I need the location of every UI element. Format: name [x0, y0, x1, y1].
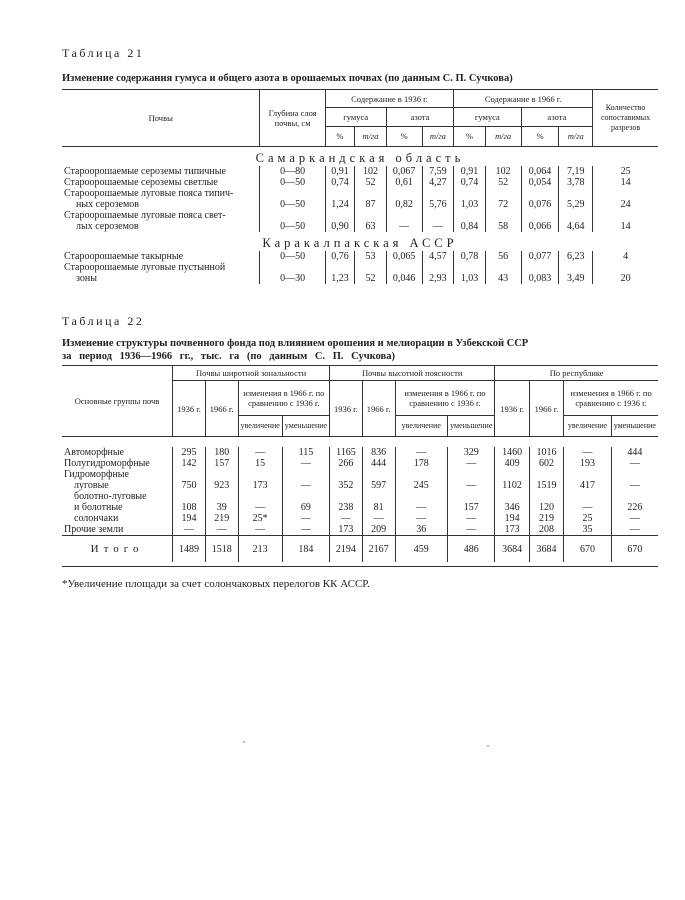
- value-cell: [448, 469, 495, 480]
- value-cell: 108: [173, 502, 206, 513]
- value-cell: 3,78: [559, 177, 593, 188]
- value-cell: —: [386, 210, 422, 232]
- value-cell: 0,076: [521, 188, 559, 210]
- value-cell: 0,064: [521, 166, 559, 177]
- value-cell: 245: [395, 480, 448, 491]
- value-cell: 180: [205, 447, 238, 458]
- value-cell: 157: [448, 502, 495, 513]
- value-cell: [495, 491, 529, 502]
- col-altitude-1966: 1966 г.: [362, 381, 395, 437]
- col-1936: Содержание в 1936 г.: [325, 90, 453, 108]
- soil-name-line: лых сероземов: [76, 221, 139, 232]
- value-cell: [330, 469, 363, 480]
- value-cell: 209: [362, 524, 395, 536]
- value-cell: 0,61: [386, 177, 422, 188]
- table-21-caption: Изменение содержания гумуса и общего азота в орошаемых почвах (по данным С. П. Сучкова): [62, 73, 513, 84]
- total-cell: 3684: [495, 536, 529, 563]
- value-cell: —: [564, 447, 611, 458]
- table-row: [62, 177, 658, 188]
- value-cell: [564, 469, 611, 480]
- value-cell: —: [238, 502, 282, 513]
- value-cell: —: [611, 524, 658, 536]
- total-cell: 1489: [173, 536, 206, 563]
- table-end-spacer: [62, 284, 658, 290]
- value-cell: —: [448, 513, 495, 524]
- value-cell: 1519: [529, 480, 563, 491]
- value-cell: 4,64: [559, 210, 593, 232]
- value-cell: 1,03: [454, 188, 486, 210]
- value-cell: —: [395, 513, 448, 524]
- table-row: [62, 513, 658, 524]
- value-cell: 194: [173, 513, 206, 524]
- region-title: Каракалпакская АССР: [262, 236, 458, 250]
- table-row: [62, 262, 658, 284]
- table-row: [62, 210, 658, 232]
- value-cell: 597: [362, 480, 395, 491]
- value-cell: 72: [485, 188, 521, 210]
- value-cell: [529, 469, 563, 480]
- value-cell: —: [362, 513, 395, 524]
- value-cell: 142: [173, 458, 206, 469]
- value-cell: 1,24: [325, 188, 354, 210]
- depth-cell: 0—50: [260, 251, 325, 262]
- value-cell: 3,49: [559, 262, 593, 284]
- value-cell: [205, 491, 238, 502]
- total-cell: 2194: [330, 536, 363, 563]
- value-cell: —: [238, 447, 282, 458]
- total-row: [62, 536, 658, 563]
- soil-name-line: зоны: [76, 273, 97, 284]
- group-name: Прочие земли: [64, 524, 124, 535]
- value-cell: 346: [495, 502, 529, 513]
- value-cell: [495, 469, 529, 480]
- value-cell: 173: [330, 524, 363, 536]
- value-cell: 1102: [495, 480, 529, 491]
- value-cell: —: [611, 458, 658, 469]
- value-cell: 120: [529, 502, 563, 513]
- value-cell: 444: [611, 447, 658, 458]
- value-cell: 14: [593, 177, 658, 188]
- total-cell: 2167: [362, 536, 395, 563]
- value-cell: 0,065: [386, 251, 422, 262]
- value-cell: —: [282, 513, 329, 524]
- region-title: Самаркандская область: [255, 151, 465, 165]
- value-cell: 0,083: [521, 262, 559, 284]
- value-cell: 0,78: [454, 251, 486, 262]
- depth-cell: 0—50: [260, 188, 325, 210]
- value-cell: 81: [362, 502, 395, 513]
- table-row: [62, 502, 658, 513]
- soil-name-line: Староорошаемые луговые пояса типич-: [64, 188, 234, 199]
- value-cell: 39: [205, 502, 238, 513]
- table-row: [62, 469, 658, 480]
- value-cell: [173, 491, 206, 502]
- value-cell: 20: [593, 262, 658, 284]
- value-cell: 238: [330, 502, 363, 513]
- value-cell: 52: [485, 177, 521, 188]
- table-22-caption-line2: за период 1936—1966 гг., тыс. га (по данным С. П. Сучкова): [62, 351, 395, 362]
- value-cell: 4,57: [422, 251, 454, 262]
- value-cell: 1165: [330, 447, 363, 458]
- soil-name-line: Староорошаемые луговые пустынной: [64, 262, 226, 273]
- value-cell: 0,046: [386, 262, 422, 284]
- table-row: [62, 447, 658, 458]
- value-cell: 193: [564, 458, 611, 469]
- scan-dot: [487, 745, 489, 747]
- value-cell: 53: [355, 251, 387, 262]
- soil-name: [62, 188, 260, 210]
- value-cell: 266: [330, 458, 363, 469]
- value-cell: —: [448, 524, 495, 536]
- value-cell: 7,19: [559, 166, 593, 177]
- value-cell: 69: [282, 502, 329, 513]
- value-cell: 2,93: [422, 262, 454, 284]
- value-cell: 14: [593, 210, 658, 232]
- soil-name: Староорошаемые сероземы светлые: [64, 177, 218, 188]
- value-cell: —: [330, 513, 363, 524]
- group-name: Полугидроморфные: [64, 458, 150, 469]
- table-21-label: Таблица 21: [62, 46, 145, 60]
- value-cell: 602: [529, 458, 563, 469]
- value-cell: 352: [330, 480, 363, 491]
- total-cell: 459: [395, 536, 448, 563]
- value-cell: [282, 469, 329, 480]
- value-cell: 5,29: [559, 188, 593, 210]
- col-decrease: уменьшение: [448, 416, 495, 437]
- value-cell: 0,91: [454, 166, 486, 177]
- col-1966: Содержание в 1966 г.: [454, 90, 593, 108]
- value-cell: 0,74: [325, 177, 354, 188]
- unit-tha: т/га: [559, 126, 593, 146]
- table-22-label: Таблица 22: [62, 314, 145, 328]
- col-republic-1966: 1966 г.: [529, 381, 563, 437]
- soil-name: [62, 210, 260, 232]
- table-end: [62, 562, 658, 567]
- value-cell: 0,91: [325, 166, 354, 177]
- value-cell: —: [448, 480, 495, 491]
- value-cell: 750: [173, 480, 206, 491]
- table-row: [62, 251, 658, 262]
- value-cell: [448, 491, 495, 502]
- col-depth: Глубина слоя почвы, см: [260, 90, 325, 147]
- value-cell: 329: [448, 447, 495, 458]
- value-cell: —: [205, 524, 238, 536]
- value-cell: 0,077: [521, 251, 559, 262]
- table-row: [62, 491, 658, 502]
- unit-tha: т/га: [422, 126, 454, 146]
- value-cell: 87: [355, 188, 387, 210]
- value-cell: 102: [485, 166, 521, 177]
- total-cell: 3684: [529, 536, 563, 563]
- value-cell: 56: [485, 251, 521, 262]
- value-cell: 15: [238, 458, 282, 469]
- value-cell: [611, 491, 658, 502]
- value-cell: 5,76: [422, 188, 454, 210]
- value-cell: 0,067: [386, 166, 422, 177]
- value-cell: —: [611, 513, 658, 524]
- value-cell: 0,74: [454, 177, 486, 188]
- total-cell: 213: [238, 536, 282, 563]
- value-cell: 194: [495, 513, 529, 524]
- table-row: [62, 458, 658, 469]
- value-cell: 157: [205, 458, 238, 469]
- spacer-row: [62, 437, 658, 448]
- value-cell: —: [395, 502, 448, 513]
- value-cell: [282, 491, 329, 502]
- col-decrease: уменьшение: [282, 416, 329, 437]
- unit-tha: т/га: [355, 126, 387, 146]
- value-cell: —: [564, 502, 611, 513]
- col-1936-humus: гумуса: [325, 108, 386, 126]
- value-cell: —: [282, 524, 329, 536]
- total-cell: 670: [564, 536, 611, 563]
- value-cell: 36: [395, 524, 448, 536]
- value-cell: 0,054: [521, 177, 559, 188]
- value-cell: 6,23: [559, 251, 593, 262]
- region-row: [62, 147, 658, 167]
- col-zonal-change: изменения в 1966 г. по сравнению с 1936 г.: [238, 381, 330, 416]
- col-1966-nitrogen: азота: [521, 108, 593, 126]
- value-cell: [330, 491, 363, 502]
- footnote: *Увеличение площади за счет солончаковых перелогов КК АССР.: [62, 578, 370, 590]
- soil-name: Староорошаемые сероземы типичные: [64, 166, 226, 177]
- unit-tha: т/га: [485, 126, 521, 146]
- value-cell: [173, 469, 206, 480]
- table-22-body: [62, 437, 658, 567]
- col-zonal-1966: 1966 г.: [205, 381, 238, 437]
- table-22-caption-line1: Изменение структуры почвенного фонда под влиянием орошения и мелиорации в Узбекской ССР: [62, 338, 529, 349]
- value-cell: 173: [238, 480, 282, 491]
- value-cell: —: [282, 480, 329, 491]
- col-zonal: Почвы широтной зональности: [173, 366, 330, 381]
- value-cell: [362, 469, 395, 480]
- value-cell: 25: [593, 166, 658, 177]
- value-cell: 35: [564, 524, 611, 536]
- value-cell: 1,23: [325, 262, 354, 284]
- value-cell: —: [611, 480, 658, 491]
- col-1966-humus: гумуса: [454, 108, 521, 126]
- value-cell: 295: [173, 447, 206, 458]
- table-21: [62, 89, 658, 290]
- value-cell: 0,066: [521, 210, 559, 232]
- value-cell: 1,03: [454, 262, 486, 284]
- value-cell: 1016: [529, 447, 563, 458]
- soil-name-line: ных сероземов: [76, 199, 140, 210]
- unit-pct: %: [386, 126, 422, 146]
- value-cell: 4: [593, 251, 658, 262]
- value-cell: [611, 469, 658, 480]
- value-cell: [238, 469, 282, 480]
- col-zonal-1936: 1936 г.: [173, 381, 206, 437]
- value-cell: 52: [355, 262, 387, 284]
- value-cell: [395, 469, 448, 480]
- col-increase: увеличение: [238, 416, 282, 437]
- col-increase: увеличение: [564, 416, 611, 437]
- table-row: [62, 480, 658, 491]
- value-cell: —: [282, 458, 329, 469]
- total-cell: 670: [611, 536, 658, 563]
- col-soils: Почвы: [62, 90, 260, 147]
- col-increase: увеличение: [395, 416, 448, 437]
- value-cell: —: [422, 210, 454, 232]
- total-label: Итого: [90, 542, 144, 555]
- value-cell: 102: [355, 166, 387, 177]
- group-name: и болотные: [74, 502, 123, 513]
- col-republic-1936: 1936 г.: [495, 381, 529, 437]
- col-altitude: Почвы высотной поясности: [330, 366, 495, 381]
- value-cell: [238, 491, 282, 502]
- value-cell: 1460: [495, 447, 529, 458]
- col-1936-nitrogen: азота: [386, 108, 453, 126]
- value-cell: 7,59: [422, 166, 454, 177]
- total-cell: 184: [282, 536, 329, 563]
- group-name: солончаки: [74, 513, 119, 524]
- value-cell: 25*: [238, 513, 282, 524]
- soil-name-line: Староорошаемые луговые пояса свет-: [64, 210, 226, 221]
- value-cell: 58: [485, 210, 521, 232]
- value-cell: 444: [362, 458, 395, 469]
- unit-pct: %: [521, 126, 559, 146]
- col-count: Количество сопоставимых разрезов: [593, 90, 658, 147]
- table-row: [62, 524, 658, 536]
- col-altitude-change: изменения в 1966 г. по сравнению с 1936 г.: [395, 381, 495, 416]
- value-cell: —: [238, 524, 282, 536]
- group-name: болотно-луговые: [74, 491, 147, 502]
- soil-name: [62, 262, 260, 284]
- value-cell: 24: [593, 188, 658, 210]
- soil-name: Староорошаемые такырные: [64, 251, 184, 262]
- group-name: луговые: [74, 480, 109, 491]
- value-cell: 173: [495, 524, 529, 536]
- value-cell: —: [173, 524, 206, 536]
- table-21-body: [62, 147, 658, 291]
- value-cell: 226: [611, 502, 658, 513]
- col-groups: Основные группы почв: [62, 366, 173, 437]
- value-cell: 0,76: [325, 251, 354, 262]
- value-cell: —: [395, 447, 448, 458]
- table-row: [62, 188, 658, 210]
- value-cell: —: [448, 458, 495, 469]
- value-cell: 63: [355, 210, 387, 232]
- col-altitude-1936: 1936 г.: [330, 381, 363, 437]
- group-name: Гидроморфные: [64, 469, 129, 480]
- value-cell: [395, 491, 448, 502]
- total-cell: 486: [448, 536, 495, 563]
- unit-pct: %: [325, 126, 354, 146]
- group-name: Автоморфные: [64, 447, 125, 458]
- total-cell: 1518: [205, 536, 238, 563]
- col-republic: По республике: [495, 366, 658, 381]
- value-cell: 52: [355, 177, 387, 188]
- table-row: [62, 166, 658, 177]
- value-cell: 417: [564, 480, 611, 491]
- value-cell: 219: [529, 513, 563, 524]
- value-cell: 409: [495, 458, 529, 469]
- value-cell: 219: [205, 513, 238, 524]
- value-cell: 208: [529, 524, 563, 536]
- unit-pct: %: [454, 126, 486, 146]
- value-cell: 43: [485, 262, 521, 284]
- col-republic-change: изменения в 1966 г. по сравнению с 1936 г.: [564, 381, 658, 416]
- depth-cell: 0—50: [260, 177, 325, 188]
- value-cell: [205, 469, 238, 480]
- value-cell: 923: [205, 480, 238, 491]
- value-cell: 178: [395, 458, 448, 469]
- value-cell: [362, 491, 395, 502]
- depth-cell: 0—30: [260, 262, 325, 284]
- value-cell: 0,84: [454, 210, 486, 232]
- value-cell: 836: [362, 447, 395, 458]
- region-row: [62, 232, 658, 251]
- value-cell: 0,90: [325, 210, 354, 232]
- value-cell: [529, 491, 563, 502]
- value-cell: 0,82: [386, 188, 422, 210]
- value-cell: 115: [282, 447, 329, 458]
- value-cell: 25: [564, 513, 611, 524]
- depth-cell: 0—80: [260, 166, 325, 177]
- depth-cell: 0—50: [260, 210, 325, 232]
- scan-dot: [243, 741, 245, 743]
- table-22: [62, 365, 658, 567]
- value-cell: 4,27: [422, 177, 454, 188]
- value-cell: [564, 491, 611, 502]
- col-decrease: уменьшение: [611, 416, 658, 437]
